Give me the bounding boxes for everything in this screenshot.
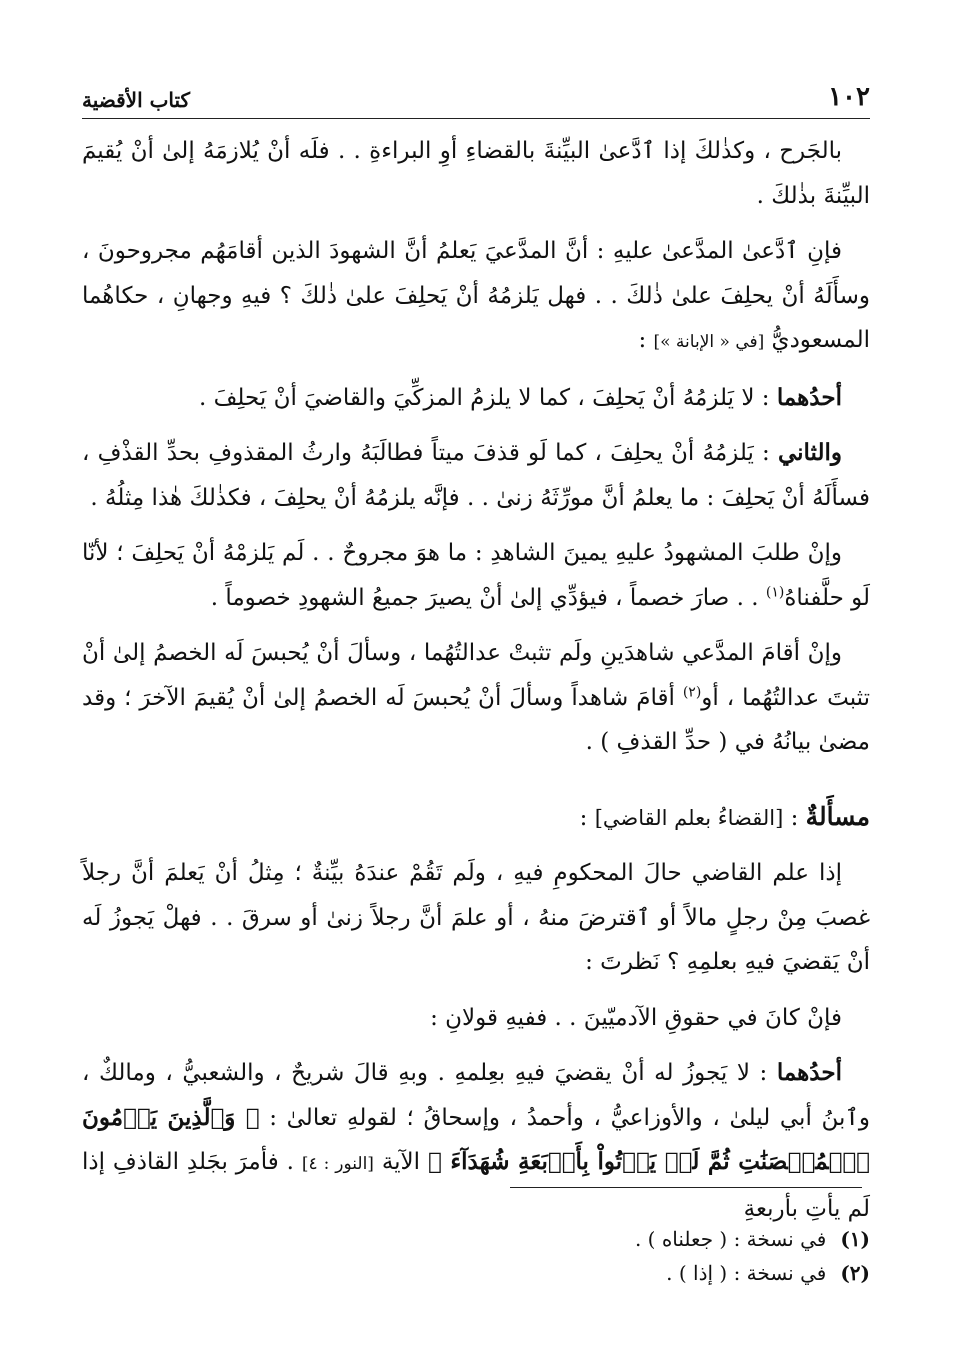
paragraph-1: بالجَرح ، وكذٰلكَ إذا ٱدَّعىٰ البيِّنةَ بالقضاءِ أوِ البراءةِ . . فلَه أنْ يُلازمَهُ إلىٰ أنْ يُقيمَ البيِّنةَ بذٰلكَ . [82, 138, 870, 209]
footnotes [82, 1222, 870, 1290]
paragraph-6: وإنْ أقامَ المدَّعي شاهدَينِ ولَم تثبتْ عدالتُهُما ، وسألَ أنْ يُحبسَ لَه الخصمُ إلىٰ أنْ تثبتَ عدالتُهُما ، أو$^{(٢)}$ أقامَ شاهداً وسألَ أنْ يُحبسَ لَه الخصمُ إلىٰ أنْ يُقيمَ الآخرَ ؛ وقد مضىٰ بيانُهُ في ( حدِّ القذفِ ) . [82, 640, 871, 755]
footnote-ref-2[interactable]: (٢) [682, 683, 702, 700]
problem-heading: مسأَلةٌ : [القضاءُ بعلم القاضي] : [579, 801, 870, 831]
footnote-2 [82, 1256, 870, 1290]
footnote-number: (٢) [840, 1261, 870, 1285]
lead-word: أحدُهما [776, 1059, 842, 1086]
bracket-note: [في « الإبانة »] [653, 332, 765, 352]
footnote-ref-1[interactable]: (١) [765, 583, 785, 600]
body-text [82, 129, 870, 1231]
paragraph-3: أحدُهما : لا يَلزمُهُ أنْ يَحلِفَ ، كما لا يلزمُ المزكِّيَ والقاضيَ أنْ يَحلِفَ . [198, 383, 842, 411]
document-page [82, 82, 870, 1242]
problem-title: [القضاءُ بعلم القاضي] [594, 805, 784, 830]
paragraph-5: وإنْ طلبَ المشهودُ عليهِ يمينَ الشاهدِ : ما هوَ مجروحٌ . . لَم يَلزمْهُ أنْ يَحلِفَ ؛ لأنّا لَو حلَّفناهُ$^{(١)}$ . . صارَ خصماً ، فيؤدِّي إلىٰ أنْ يصيرَ جميعُ الشهودِ خصوماً . [82, 540, 870, 611]
paragraph-8: فإنْ كانَ في حقوقِ الآدميّينَ . . ففيهِ قولانِ : [430, 1004, 842, 1031]
page-number: ١٠٢ [828, 82, 870, 112]
problem-label: مسأَلةٌ [805, 801, 870, 831]
footnote-text: في نسخة : ( جعلناه ) . [634, 1227, 827, 1251]
footnote-1 [82, 1222, 870, 1256]
lead-word: والثاني [777, 439, 842, 466]
verse-reference: [النور : ٤] [301, 1154, 374, 1174]
paragraph-9: أحدُهما : لا يَجوزُ له أنْ يقضيَ فيهِ بعِلمهِ . وبهِ قالَ شريحٌ ، والشعبيُّ ، ومالكٌ ، وٱبنُ أبي ليلىٰ ، والأوزاعيُّ ، وأحمدُ ، وإسحاقُ ؛ لقولهِ تعالىٰ : ﴿ وَٱلَّذِينَ يَرۡمُونَ ٱلۡمُحۡصَنَٰتِ ثُمَّ لَمۡ يَأۡتُواْ بِأَرۡبَعَةِ شُهَدَآءَ ﴾ الآية [النور : ٤] . فأمرَ بجَلدِ القاذفِ إذا لَم يأتِ بأربعةِ [82, 1059, 870, 1222]
paragraph-7: إذا علم القاضي حالَ المحكومِ فيهِ ، ولَم تَقُمْ عندَهُ بيِّنةٌ ؛ مِثلُ أنْ يَعلمَ أنَّ رجلاً غصبَ مِنْ رجلٍ مالاً أو ٱقترضَ منهُ ، أو علمَ أنَّ رجلاً زنىٰ أو سرقَ . . فهلْ يَجوزُ لَه أنْ يَقضيَ فيهِ بعلمِهِ ؟ نَظرتَ : [82, 860, 870, 975]
footnote-text: في نسخة : ( إذا ) . [666, 1261, 827, 1285]
page-header [82, 82, 870, 119]
footnote-separator [510, 1187, 862, 1188]
footnote-number: (١) [840, 1227, 870, 1251]
quran-verse: ﴿ وَٱلَّذِينَ يَرۡمُونَ ٱلۡمُحۡصَنَٰتِ ثُمَّ لَمۡ يَأۡتُواْ بِأَرۡبَعَةِ شُهَدَآءَ ﴾ [82, 1103, 870, 1175]
lead-word: أحدُهما [776, 383, 842, 411]
paragraph-2: فإنِ ٱدَّعىٰ المدَّعىٰ عليهِ : أنَّ المدَّعيَ يَعلمُ أنَّ الشهودَ الذين أقامَهُم مجروحونَ ، وسأَلَهُ أنْ يحلِفَ علىٰ ذٰلكَ . . فهل يَلزمُهُ أنْ يَحلِفَ علىٰ ذٰلكَ ؟ فيهِ وجهانِ ، حكاهُما المسعوديُّ [في « الإبانة »] : [82, 238, 870, 353]
paragraph-4: والثاني : يَلزمُهُ أنْ يحلِفَ ، كما لَو قذفَ ميتاً فطالَبَهُ وارثُ المقذوفِ بحدِّ القذْفِ ، فسأَلَهُ أنْ يَحلِفَ : ما يعلمُ أنَّ مورِّثَهُ زنىٰ . . فإنَّه يلزمُهُ أنْ يحلِفَ ، فكذٰلكَ هٰذا مِثلُهُ . [82, 439, 870, 511]
running-title: كتاب الأقضية [82, 88, 191, 112]
